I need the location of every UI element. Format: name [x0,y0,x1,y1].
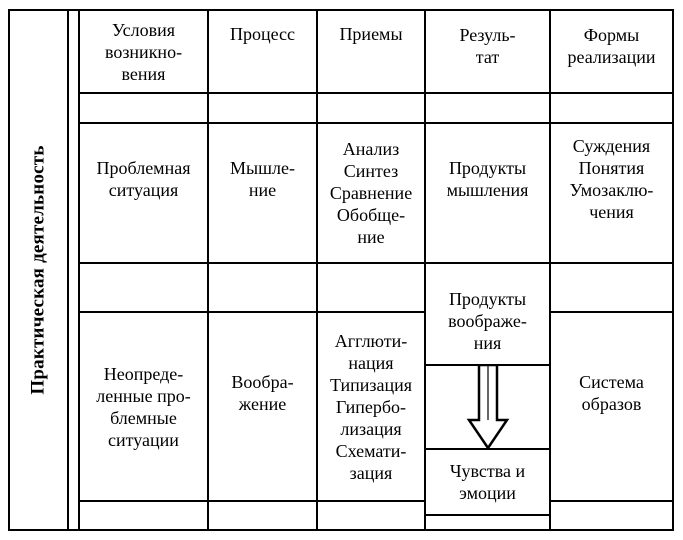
imagination-process: Вообра- жение [231,372,294,414]
header-process: Процесс [229,23,296,44]
table-bottom-border [8,529,674,531]
row-divider-imagination-left [78,500,426,502]
header-techniques: Приемы [339,23,403,44]
imagination-forms: Система образов [579,372,644,414]
row-divider-header [78,92,674,94]
thinking-conditions: Проблемная ситуация [96,158,191,200]
side-label [27,10,51,530]
side-column-divider [67,9,69,531]
thinking-techniques: Анализ Синтез Сравнение Обобще- ние [329,139,413,247]
thinking-forms: Суждения Понятия Умозаклю- чения [569,136,654,222]
imagination-conditions: Неопреде- ленные про- блемные ситуации [96,363,191,450]
row-divider-thinking [78,262,674,264]
imagination-techniques: Агглюти- нация Типизация Гипербо- лизация Схемати- зация [329,330,413,483]
thinking-process: Мышле- ние [230,158,295,200]
result-box-divider-3 [424,514,551,516]
imagination-result-products: Продукты воображе- ния [448,289,527,353]
row-divider-imagination-right [549,500,674,502]
table-left-border [8,9,10,531]
header-result: Резуль- тат [459,24,516,67]
thinking-result: Продукты мышления [446,158,529,200]
table-right-border [672,9,674,531]
down-arrow-icon [466,364,510,450]
imagination-result-feelings: Чувства и эмоции [449,461,526,503]
side-label-text: Практическая деятельность [28,145,50,395]
header-forms: Формы реализации [567,24,656,67]
header-conditions: Условия возникно- вения [104,19,183,84]
